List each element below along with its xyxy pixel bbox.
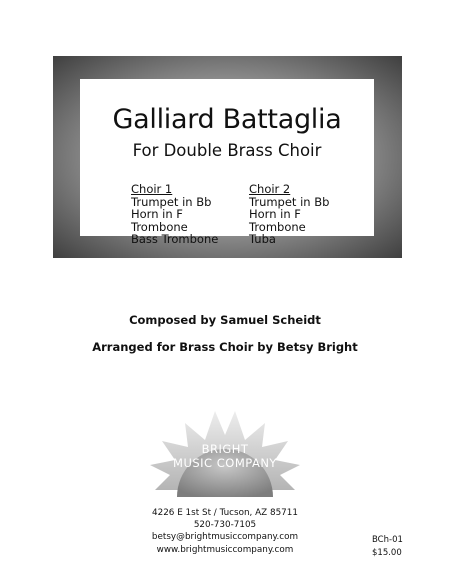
composer-credit: Composed by Samuel Scheidt	[129, 313, 321, 327]
choir-2-heading: Choir 2	[249, 182, 291, 196]
instrument-item: Horn in F	[249, 207, 301, 222]
instrument-item: Trombone	[249, 219, 306, 234]
title-frame	[53, 56, 402, 258]
instrument-item: Trumpet in Bb	[249, 194, 330, 209]
logo-line-1: BRIGHT	[201, 442, 249, 456]
address-line: 4226 E 1st St / Tucson, AZ 85711	[152, 508, 298, 518]
choir-1-heading: Choir 1	[131, 182, 173, 196]
choir-2-list	[249, 183, 329, 246]
catalog-price: $15.00	[372, 547, 402, 558]
instrument-item: Bass Trombone	[131, 232, 219, 247]
choir-1-list	[131, 183, 218, 246]
piece-title: Galliard Battaglia	[112, 104, 342, 135]
arranger-credit: Arranged for Brass Choir by Betsy Bright	[92, 340, 358, 354]
website-line: www.brightmusiccompany.com	[156, 544, 294, 555]
catalog-info	[372, 534, 403, 559]
instrument-item: Horn in F	[131, 207, 183, 222]
catalog-code: BCh-01	[372, 535, 403, 545]
title-panel	[80, 79, 374, 247]
instrument-item: Tuba	[249, 232, 276, 247]
phone-line: 520-730-7105	[193, 520, 257, 531]
instrument-item: Trumpet in Bb	[131, 194, 212, 209]
logo-line-2: MUSIC COMPANY	[173, 456, 277, 470]
piece-subtitle: For Double Brass Choir	[132, 141, 322, 160]
instrument-item: Trombone	[131, 219, 188, 234]
email-line: betsy@brightmusiccompany.com	[151, 532, 299, 543]
